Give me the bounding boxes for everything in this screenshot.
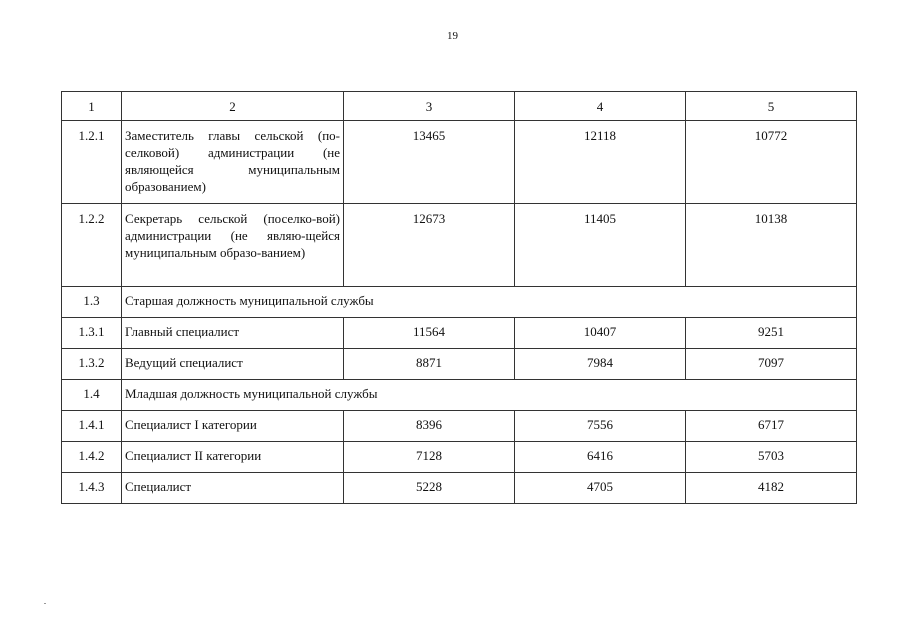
- value-col5: 5703: [686, 442, 857, 473]
- row-number: 1.2.1: [62, 121, 122, 204]
- value-col5: 9251: [686, 318, 857, 349]
- table-body: [62, 92, 857, 504]
- value-col3: 7128: [344, 442, 515, 473]
- position-name: Заместитель главы сельской (по-селковой) администрации (не являющейся муниципальным образованием): [122, 121, 344, 204]
- table-row: [62, 473, 857, 504]
- value-col5: 7097: [686, 349, 857, 380]
- table-row: [62, 442, 857, 473]
- page-number: 19: [447, 30, 458, 42]
- row-number: 1.4.3: [62, 473, 122, 504]
- section-title: Старшая должность муниципальной службы: [122, 287, 857, 318]
- position-name: Специалист: [122, 473, 344, 504]
- position-name: Специалист I категории: [122, 411, 344, 442]
- value-col5: 10138: [686, 204, 857, 287]
- value-col4: 12118: [515, 121, 686, 204]
- value-col5: 6717: [686, 411, 857, 442]
- section-title: Младшая должность муниципальной службы: [122, 380, 857, 411]
- value-col3: 12673: [344, 204, 515, 287]
- value-col3: 5228: [344, 473, 515, 504]
- row-number: 1.3.1: [62, 318, 122, 349]
- table-row: [62, 318, 857, 349]
- value-col3: 8871: [344, 349, 515, 380]
- value-col4: 4705: [515, 473, 686, 504]
- position-name: Специалист II категории: [122, 442, 344, 473]
- section-row: [62, 287, 857, 318]
- salary-table: [61, 91, 857, 504]
- value-col5: 4182: [686, 473, 857, 504]
- position-name: Ведущий специалист: [122, 349, 344, 380]
- value-col4: 10407: [515, 318, 686, 349]
- row-number: 1.3.2: [62, 349, 122, 380]
- value-col4: 7984: [515, 349, 686, 380]
- value-col5: 10772: [686, 121, 857, 204]
- value-col3: 11564: [344, 318, 515, 349]
- row-number: 1.4.2: [62, 442, 122, 473]
- value-col4: 6416: [515, 442, 686, 473]
- section-row: [62, 380, 857, 411]
- header-cell-3: 3: [344, 92, 515, 121]
- header-cell-1: 1: [62, 92, 122, 121]
- header-cell-4: 4: [515, 92, 686, 121]
- table-row: [62, 411, 857, 442]
- value-col3: 8396: [344, 411, 515, 442]
- row-number: 1.2.2: [62, 204, 122, 287]
- section-number: 1.4: [62, 380, 122, 411]
- header-cell-2: 2: [122, 92, 344, 121]
- scan-speck: [44, 603, 46, 604]
- section-number: 1.3: [62, 287, 122, 318]
- header-cell-5: 5: [686, 92, 857, 121]
- value-col4: 7556: [515, 411, 686, 442]
- row-number: 1.4.1: [62, 411, 122, 442]
- table-header-row: [62, 92, 857, 121]
- table-row: [62, 204, 857, 287]
- table-row: [62, 121, 857, 204]
- position-name: Секретарь сельской (поселко-вой) администрации (не являю-щейся муниципальным образо-ванием): [122, 204, 344, 287]
- position-name: Главный специалист: [122, 318, 344, 349]
- value-col4: 11405: [515, 204, 686, 287]
- table-row: [62, 349, 857, 380]
- value-col3: 13465: [344, 121, 515, 204]
